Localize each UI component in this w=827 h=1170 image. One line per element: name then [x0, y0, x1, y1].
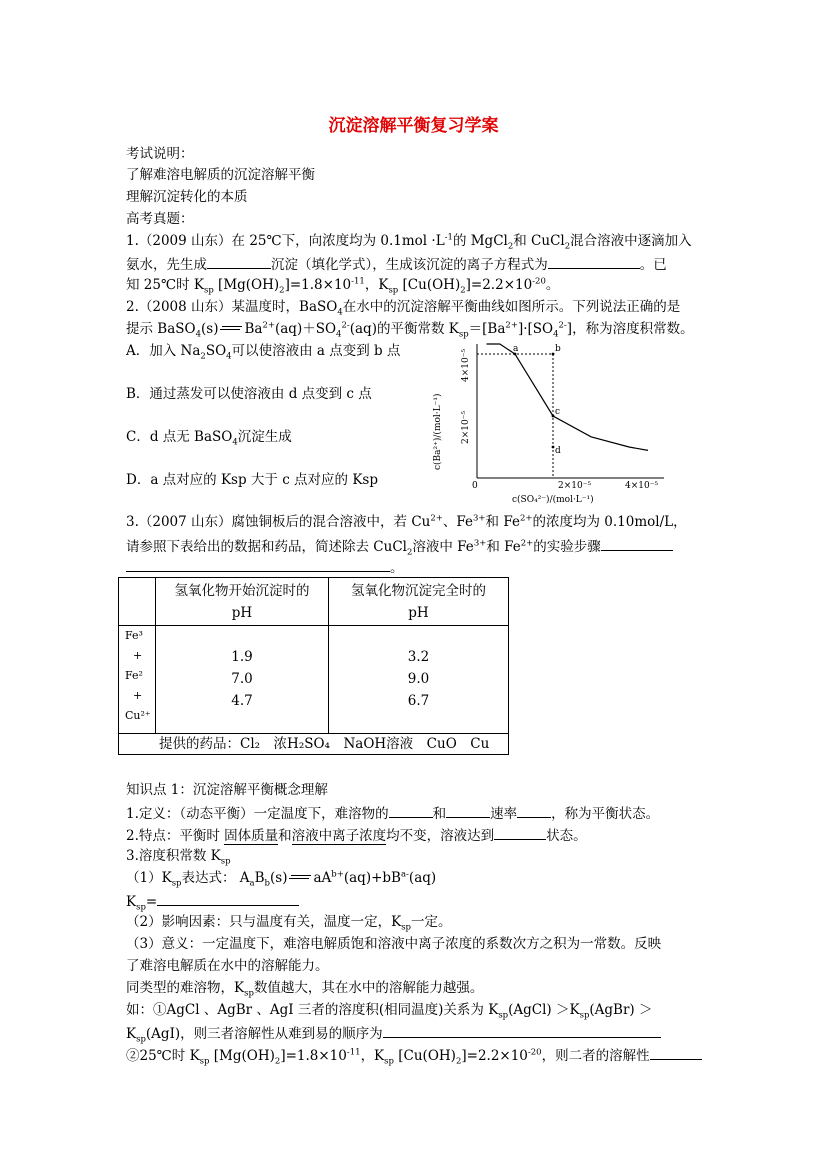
option-d: D．a 点对应的 Ksp 大于 c 点对应的 Ksp [126, 472, 378, 488]
intro-line: 考试说明： [126, 146, 194, 162]
answer-blank[interactable] [126, 557, 390, 572]
k1-feature: 2.特点：平衡时 固体质量和溶液中离子浓度均不变，溶液达到 状态。 [126, 825, 587, 845]
answer-blank[interactable] [446, 803, 490, 818]
point-b [552, 353, 555, 356]
end-ph-column: 3.2 9.0 6.7 [329, 626, 509, 734]
reagents-row: 提供的药品：Cl₂ 浓H₂SO₄ NaOH溶液 CuO Cu [119, 734, 509, 755]
x-tick-label: 0 [472, 481, 478, 491]
equilibrium-arrow-icon [289, 872, 311, 882]
point-label-c: c [555, 407, 561, 417]
answer-blank[interactable] [389, 803, 433, 818]
x-axis-label: c(SO₄²⁻)/(mol·L⁻¹) [512, 495, 594, 505]
start-ph-column: 1.9 7.0 4.7 [156, 626, 329, 734]
answer-blank[interactable] [383, 1023, 661, 1038]
page-title: 沉淀溶解平衡复习学案 [328, 116, 499, 136]
point-label-d: d [555, 446, 561, 456]
answer-blank[interactable] [548, 254, 640, 269]
section-heading: 知识点 1：沉淀溶解平衡概念理解 [126, 782, 328, 798]
k1-ksp-heading: 3.溶度积常数 $K_{sp}$ [126, 848, 231, 867]
point-d [552, 446, 555, 449]
q1-line3: 知 25℃时 $K_{sp}$ $[Mg(OH)_2]=1.8\times 10^{-11}$，$K_{sp}$ $[Cu(OH)_2]=2.2\times 10^{-20}$。 [126, 276, 560, 296]
q3-line3: 。 [126, 557, 404, 577]
table-header: 氢氧化物沉淀完全时的 pH [329, 578, 509, 626]
k1-same-type: 同类型的难溶物，$K_{sp}$数值越大，其在水中的溶解能力越强。 [126, 980, 484, 999]
ion-column: Fe³ + Fe² + Cu²⁺ [119, 626, 156, 734]
point-label-b: b [555, 344, 561, 354]
solubility-chart [430, 342, 690, 512]
q2-line2: 提示 BaSO$_4$(s) $Ba^{2+}(aq)+SO_4^{2-}(aq)$的平衡常数 $K_{sp}=[Ba^{2+}]\cdot[SO_4^{2-}]$，称为溶度积常数。 [126, 320, 694, 340]
k1-example-1-order: $K_{sp}(AgI)$，则三者溶解性从难到易的顺序为 [126, 1023, 661, 1043]
q3-line1: 3.（2007 山东）腐蚀铜板后的混合溶液中，若 $Cu^{2+}$、$Fe^{3+}$和 $Fe^{2+}$的浓度均为 0.10mol/L， [126, 513, 687, 530]
answer-blank[interactable] [601, 536, 673, 551]
y-tick-label: 2×10⁻⁵ [461, 410, 471, 444]
table-header: 氢氧化物开始沉淀时的 pH [156, 578, 329, 626]
q2-line1: 2.（2008 山东）某温度时，BaSO$_4$在水中的沉淀溶解平衡曲线如图所示。下列说法正确的是 [126, 299, 681, 318]
q1-line2: 氨水，先生成 沉淀（填化学式），生成该沉淀的离子方程式为 。已 [126, 254, 667, 274]
k1-ksp-equals: $K_{sp}=$ [126, 891, 299, 911]
x-tick-label: 4×10⁻⁵ [625, 481, 659, 491]
k1-example-1: 如：①AgCl 、AgBr 、AgI 三者的溶度积(相同温度)关系为 $K_{sp}(AgCl)$ $>K_{sp}(AgBr)$ ＞ [126, 1002, 653, 1021]
point-c [552, 415, 555, 418]
answer-blank[interactable] [494, 825, 546, 840]
option-a: A．加入 $Na_2SO_4$可以使溶液由 a 点变到 b 点 [126, 343, 401, 362]
answer-blank[interactable] [517, 803, 551, 818]
k1-factor: （2）影响因素：只与温度有关，温度一定，$K_{sp}$一定。 [126, 914, 452, 933]
intro-line: 了解难溶电解质的沉淀溶解平衡 [126, 167, 315, 183]
ph-table [118, 577, 509, 755]
k1-definition: 1.定义：（动态平衡）一定温度下，难溶物的 和 速率 ，称为平衡状态。 [126, 803, 659, 823]
option-b: B．通过蒸发可以使溶液由 d 点变到 c 点 [126, 386, 372, 402]
answer-blank[interactable] [157, 891, 299, 906]
ksp-curve-line [487, 344, 649, 450]
point-label-a: a [513, 344, 519, 354]
answer-blank[interactable] [207, 254, 271, 269]
x-tick-label: 2×10⁻⁵ [558, 481, 592, 491]
k1-expression: $(1)K_{sp}$表达式： $A_aB_b(s)$ $aA^{b+}(aq)+bB^{a-}(aq)$ [126, 869, 437, 889]
equilibrium-arrow-icon [220, 323, 242, 333]
option-c: C．d 点无 BaSO$_4$沉淀生成 [126, 429, 292, 448]
y-axis-label: c(Ba²⁺)/(mol·L⁻¹) [433, 393, 443, 470]
intro-line: 理解沉淀转化的本质 [126, 189, 248, 205]
q3-line2: 请参照下表给出的数据和药品，简述除去 CuCl$_2$溶液中 $Fe^{3+}$和 $Fe^{2+}$的实验步骤 [126, 536, 673, 556]
k1-meaning: （3）意义：一定温度下，难溶电解质饱和溶液中离子浓度的系数次方之积为一常数。反映 [126, 936, 662, 952]
y-tick-label: 4×10⁻⁵ [461, 348, 471, 382]
q1-line1: 1.（2009 山东）在 25℃下，向浓度均为 $0.1mol \cdot L^{-1}$的 MgCl$_2$和 CuCl$_2$混合溶液中逐滴加入 [126, 232, 692, 252]
k1-example-2: ②25℃时 $K_{sp}$ $[Mg(OH)_2]=1.8\times 10^{-11}$，$K_{sp}$ $[Cu(OH)_2]=2.2\times 10^{-20}$，则二者的溶解性 [126, 1045, 702, 1065]
k1-meaning: 了难溶电解质在水中的溶解能力。 [126, 958, 329, 974]
answer-blank[interactable] [650, 1045, 702, 1060]
intro-line: 高考真题： [126, 211, 194, 227]
